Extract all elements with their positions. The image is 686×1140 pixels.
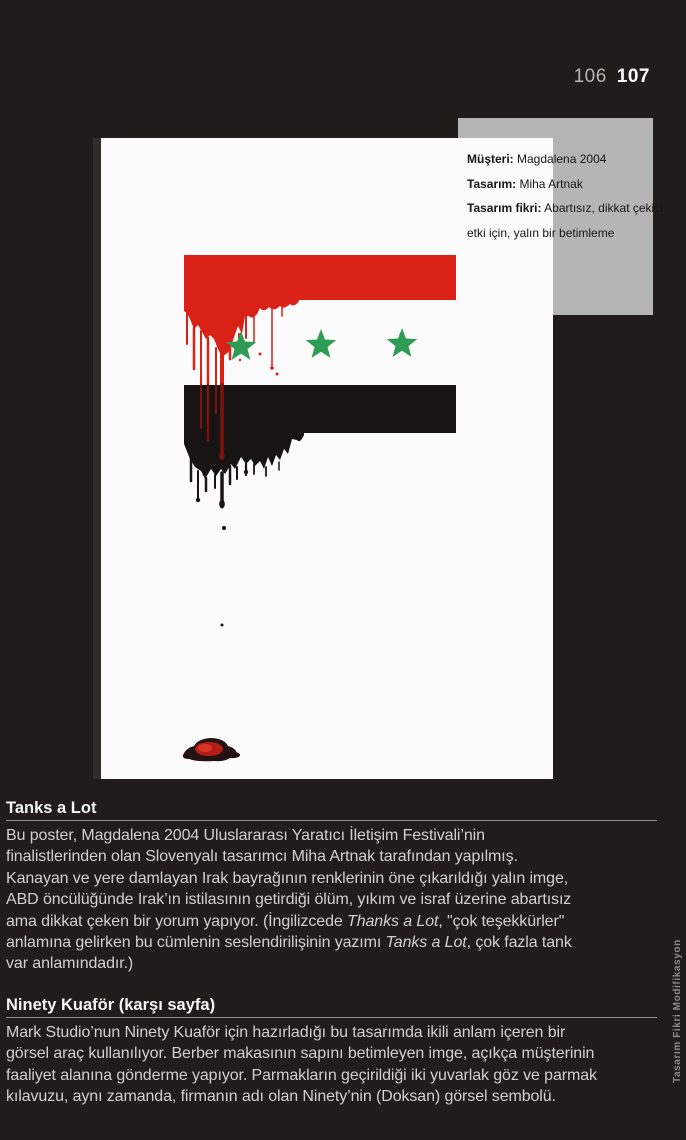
blood-splat xyxy=(183,738,240,761)
section-heading: Ninety Kuaför (karşı sayfa) xyxy=(6,995,657,1018)
chapter-side-tab: Tasarım Fikri Modifikasyon xyxy=(672,939,683,1083)
caption-line: ABD öncülüğünde Irak’ın istilasının getirdiği ölüm, yıkım ve israf üzerine abartısız xyxy=(6,891,572,909)
section-tanks-a-lot xyxy=(6,798,680,975)
credit-field: Tasarım: Miha Artnak xyxy=(467,176,583,191)
caption-area xyxy=(6,798,680,1107)
section-body xyxy=(6,1022,680,1108)
caption-line: görsel araç kullanılıyor. Berber makasının sapını betimleyen imge, açıkça müşterinin xyxy=(6,1045,595,1063)
caption-line: Kanayan ve yere damlayan Irak bayrağının renklerinin öne çıkarıldığı yalın imge, xyxy=(6,869,569,887)
caption-line: Bu poster, Magdalena 2004 Uluslararası Yaratıcı İletişim Festivali’nin xyxy=(6,827,485,844)
credits-text xyxy=(467,147,663,245)
flag-star xyxy=(306,329,336,358)
credit-field: Tasarım fikri: Abartısız, dikkat çekici etki için, yalın bir betimleme xyxy=(467,201,663,240)
page-number-left: 106 xyxy=(573,66,607,87)
caption-line: kılavuzu, aynı zamanda, firmanın adı olan Ninety’nin (Doksan) görsel sembolü. xyxy=(6,1088,556,1106)
flag-star xyxy=(387,328,417,357)
caption-line: anlamına gelirken bu cümlenin seslendirilişinin yazımı Tanks a Lot, çok fazla tank xyxy=(6,934,572,952)
section-heading: Tanks a Lot xyxy=(6,798,657,821)
section-ninety-kuafor xyxy=(6,995,680,1108)
page-number-right: 107 xyxy=(616,66,650,87)
caption-line: var anlamındadır.) xyxy=(6,955,134,973)
caption-line: ama dikkat çeken bir yorum yapıyor. (İngilizcede Thanks a Lot, "çok teşekkürler" xyxy=(6,912,565,930)
caption-line: finalistlerinden olan Slovenyalı tasarımcı Miha Artnak tarafından yapılmış. xyxy=(6,848,518,866)
credit-field: Müşteri: Magdalena 2004 xyxy=(467,152,607,166)
section-body xyxy=(6,825,680,975)
page-numbers xyxy=(574,66,650,88)
caption-line: Mark Studio’nun Ninety Kuaför için hazırladığı bu tasarımda ikili anlam içeren bir xyxy=(6,1023,566,1041)
caption-line: faaliyet alanına gönderme yapıyor. Parmakların geçirildiği iki yuvarlak göz ve parmak xyxy=(6,1066,597,1084)
